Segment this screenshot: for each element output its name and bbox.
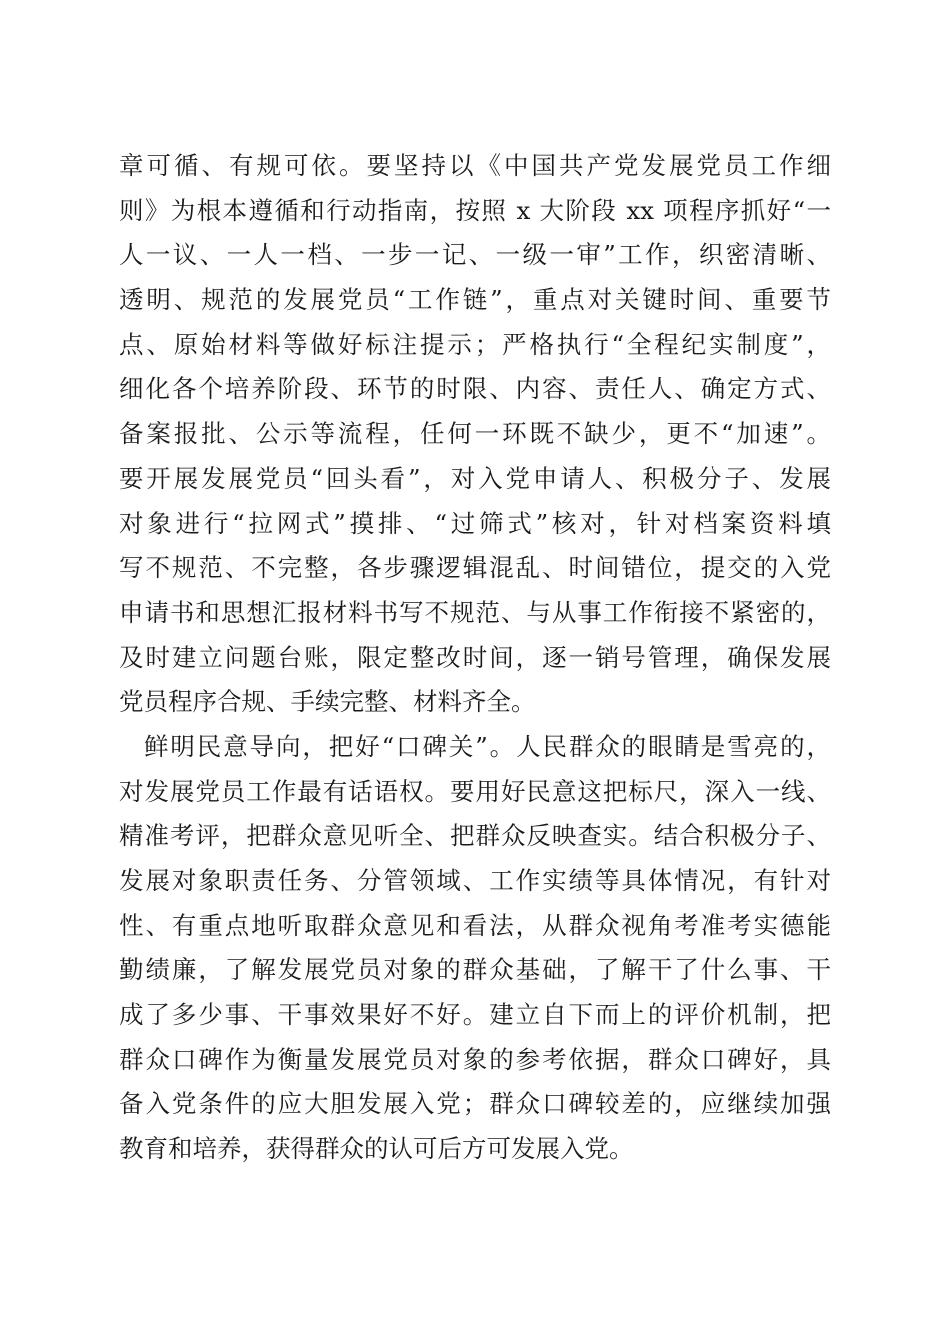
text-line: 对象进行“拉网式”摸排、“过筛式”核对，针对档案资料填 — [119, 508, 831, 538]
text-line: 群众口碑作为衡量发展党员对象的参考依据，群众口碑好，具 — [119, 1044, 831, 1074]
paragraph-1 — [119, 144, 831, 725]
text-line: 章可循、有规可依。要坚持以《中国共产党发展党员工作细 — [119, 151, 831, 180]
text-line: 党员程序合规、手续完整、材料齐全。 — [119, 687, 536, 717]
text-line: 则》为根本遵循和行动指南，按照 x 大阶段 xx 项程序抓好“一 — [119, 195, 831, 225]
text-line: 发展对象职责任务、分管领域、工作实绩等具体情况，有针对 — [119, 866, 831, 895]
text-line: 教育和培养，获得群众的认可后方可发展入党。 — [119, 1134, 634, 1164]
text-line: 透明、规范的发展党员“工作链”，重点对关键时间、重要节 — [119, 285, 831, 315]
text-line: 备入党条件的应大胆发展入党；群众口碑较差的，应继续加强 — [119, 1089, 831, 1119]
text-line: 写不规范、不完整，各步骤逻辑混乱、时间错位，提交的入党 — [119, 553, 831, 583]
text-line: 对发展党员工作最有话语权。要用好民意这把标尺，深入一线、 — [119, 776, 831, 806]
text-line: 成了多少事、干事效果好不好。建立自下而上的评价机制，把 — [119, 1000, 831, 1030]
text-line: 勤绩廉，了解发展党员对象的群众基础，了解干了什么事、干 — [119, 955, 831, 985]
text-line: 申请书和思想汇报材料书写不规范、与从事工作衔接不紧密的， — [119, 597, 831, 627]
document-body — [119, 144, 831, 1172]
text-line: 鲜明民意导向，把好“口碑关”。人民群众的眼睛是雪亮的， — [144, 731, 831, 761]
text-line: 人一议、一人一档、一步一记、一级一审”工作，织密清晰、 — [119, 240, 831, 270]
text-line: 精准考评，把群众意见听全、把群众反映查实。结合积极分子、 — [119, 821, 831, 851]
text-line: 要开展发展党员“回头看”，对入党申请人、积极分子、发展 — [119, 463, 831, 493]
text-line: 性、有重点地听取群众意见和看法，从群众视角考准考实德能 — [119, 910, 831, 940]
paragraph-2 — [119, 725, 831, 1172]
text-line: 备案报批、公示等流程，任何一环既不缺少，更不“加速”。 — [119, 419, 831, 449]
text-line: 点、原始材料等做好标注提示；严格执行“全程纪实制度”， — [119, 329, 831, 359]
text-line: 细化各个培养阶段、环节的时限、内容、责任人、确定方式、 — [119, 374, 831, 404]
text-line: 及时建立问题台账，限定整改时间，逐一销号管理，确保发展 — [119, 642, 831, 672]
